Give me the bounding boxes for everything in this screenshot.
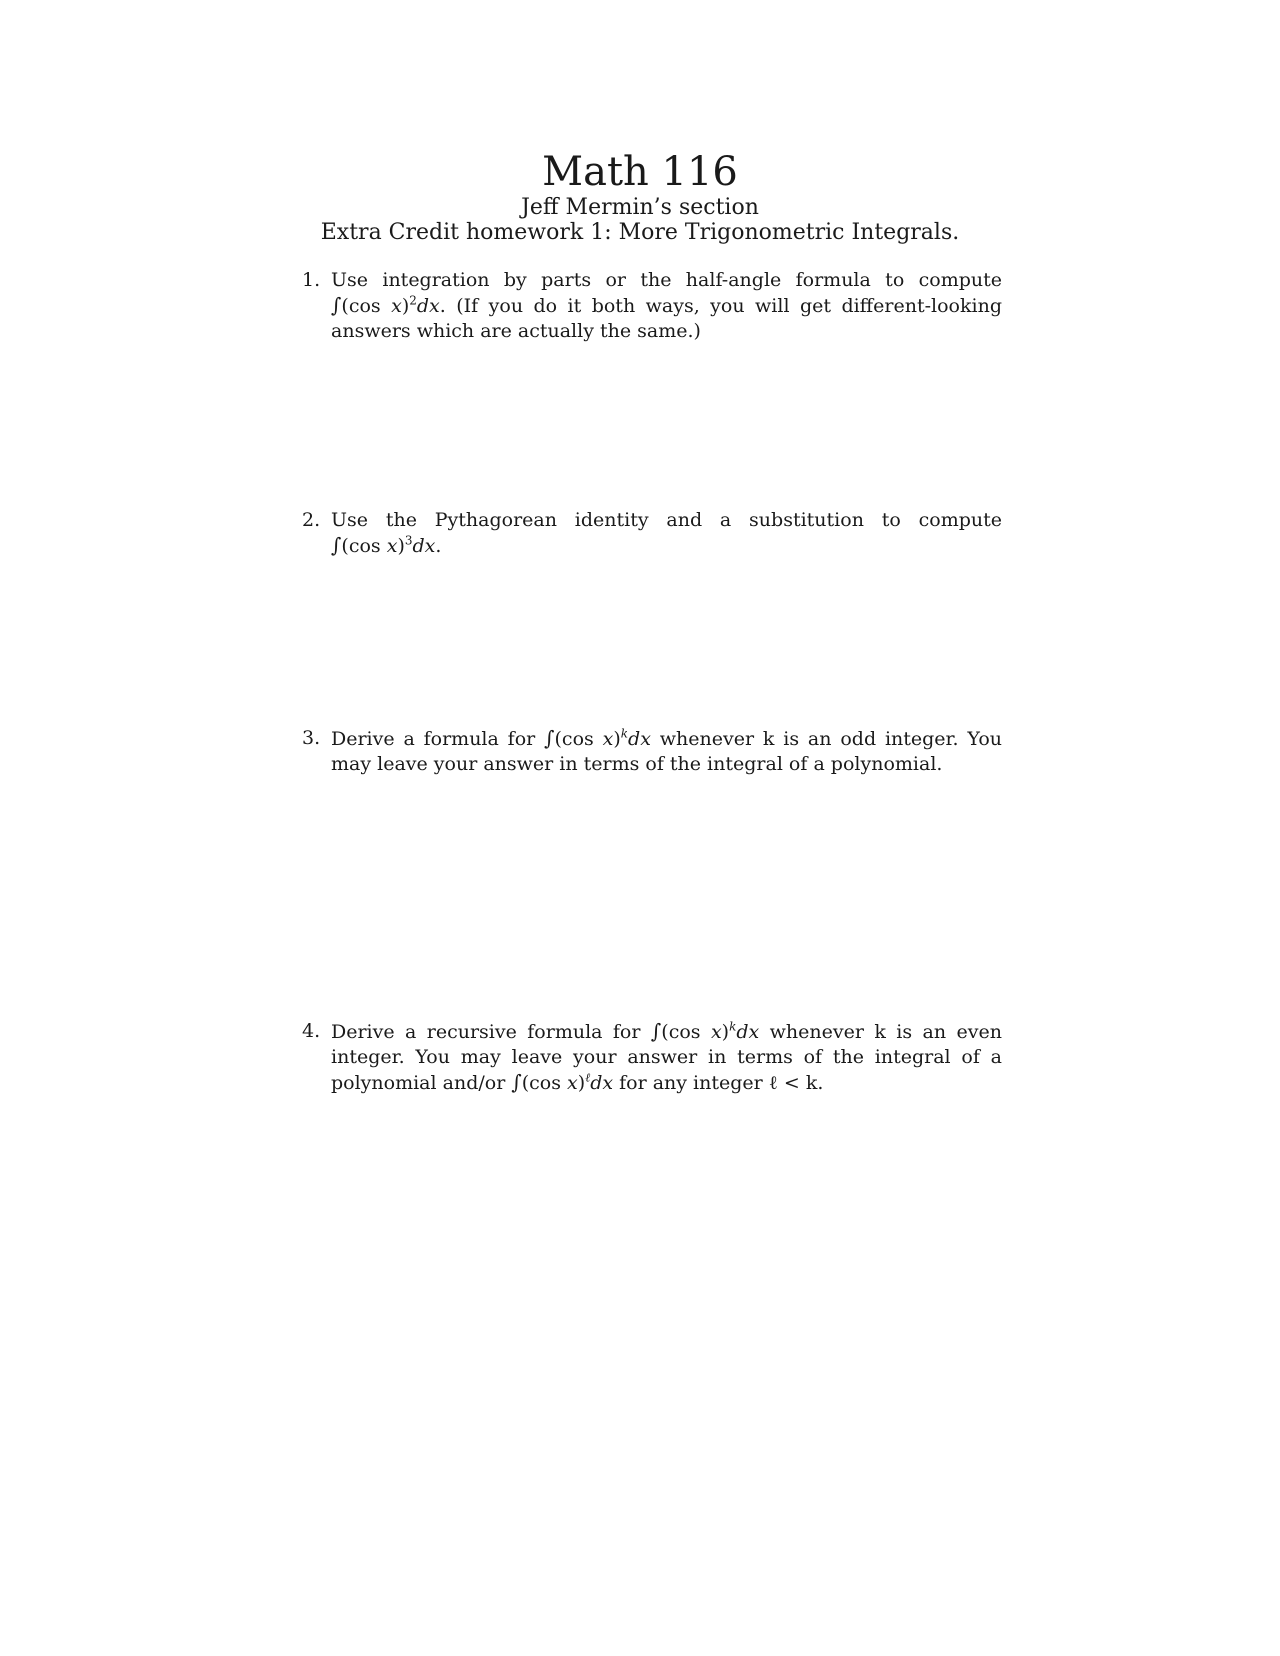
integral-expression xyxy=(544,728,651,750)
math-inequality: ℓ < k xyxy=(768,1072,818,1094)
problem-2 xyxy=(302,508,1002,559)
page-title: Math 116 xyxy=(542,149,738,195)
math-part: (cos xyxy=(554,728,603,750)
math-part: (cos xyxy=(341,295,392,317)
integral-expression xyxy=(511,1072,613,1094)
math-differential: dx xyxy=(412,535,436,557)
problem-text-part: for any integer xyxy=(613,1072,769,1094)
math-exponent: k xyxy=(620,726,629,741)
problem-text-part: Derive a recursive formula for xyxy=(331,1021,651,1043)
math-var: x xyxy=(567,1072,578,1094)
assignment-subtitle: Extra Credit homework 1: More Trigonometric Integrals. xyxy=(320,220,960,245)
math-var: x xyxy=(386,535,398,557)
problem-text-part: is an even integer. You may leave your answer in terms of the integral of a polynomial and/or xyxy=(331,1021,1002,1094)
problem-4 xyxy=(302,1019,1002,1096)
math-part: ) xyxy=(397,535,405,557)
math-var: k xyxy=(874,1021,886,1043)
problem-text xyxy=(331,1019,1002,1096)
math-var: x xyxy=(710,1021,722,1043)
problem-text xyxy=(331,726,1002,777)
problem-number: 2. xyxy=(302,509,321,531)
problem-text-part: Use the Pythagorean identity and a substitution to compute xyxy=(331,509,1002,531)
integral-expression xyxy=(651,1021,759,1043)
math-exponent: 3 xyxy=(404,533,413,548)
math-part: (cos xyxy=(661,1021,711,1043)
problem-text xyxy=(331,268,1002,344)
math-part: ) xyxy=(721,1021,730,1043)
problem-text-part: Derive a formula for xyxy=(331,728,545,750)
problem-text-part: . (If you do it both ways, you will get different-looking answers which are actually the same.) xyxy=(331,295,1002,342)
problem-1 xyxy=(302,268,1002,344)
math-exponent: ℓ xyxy=(585,1070,591,1085)
math-part: ) xyxy=(577,1072,586,1094)
math-differential: dx xyxy=(628,728,651,750)
problem-3 xyxy=(302,726,1002,777)
problem-text-part: . xyxy=(817,1072,824,1094)
problem-number: 1. xyxy=(302,269,321,291)
math-var: x xyxy=(602,728,614,750)
section-subtitle: Jeff Mermin’s section xyxy=(521,195,759,220)
integral-sign: ∫ xyxy=(544,726,555,750)
math-exponent: 2 xyxy=(409,293,417,308)
integral-sign: ∫ xyxy=(331,293,342,317)
problem-text xyxy=(331,508,1002,559)
math-exponent: k xyxy=(729,1019,737,1034)
problem-text-part: whenever xyxy=(650,728,763,750)
math-differential: dx xyxy=(736,1021,760,1043)
problem-number: 4. xyxy=(302,1020,321,1042)
integral-sign: ∫ xyxy=(331,533,342,557)
problem-text-part: whenever xyxy=(759,1021,875,1043)
integral-sign: ∫ xyxy=(511,1070,522,1094)
problem-number: 3. xyxy=(302,727,321,749)
integral-expression xyxy=(331,295,440,317)
math-part: (cos xyxy=(521,1072,568,1094)
math-part: ) xyxy=(401,295,410,317)
problem-text-part: . xyxy=(435,535,442,557)
math-differential: dx xyxy=(590,1072,614,1094)
math-differential: dx xyxy=(416,295,440,317)
math-part: (cos xyxy=(341,535,387,557)
math-var: k xyxy=(762,728,775,750)
math-var: x xyxy=(391,295,402,317)
problem-text-part: is an odd integer. You may leave your answer in terms of the integral of a polynomial. xyxy=(331,728,1002,775)
math-part: ) xyxy=(613,728,621,750)
integral-sign: ∫ xyxy=(650,1019,662,1043)
problem-text-part: Use integration by parts or the half-angle formula to compute xyxy=(331,269,1002,291)
integral-expression xyxy=(331,535,435,557)
